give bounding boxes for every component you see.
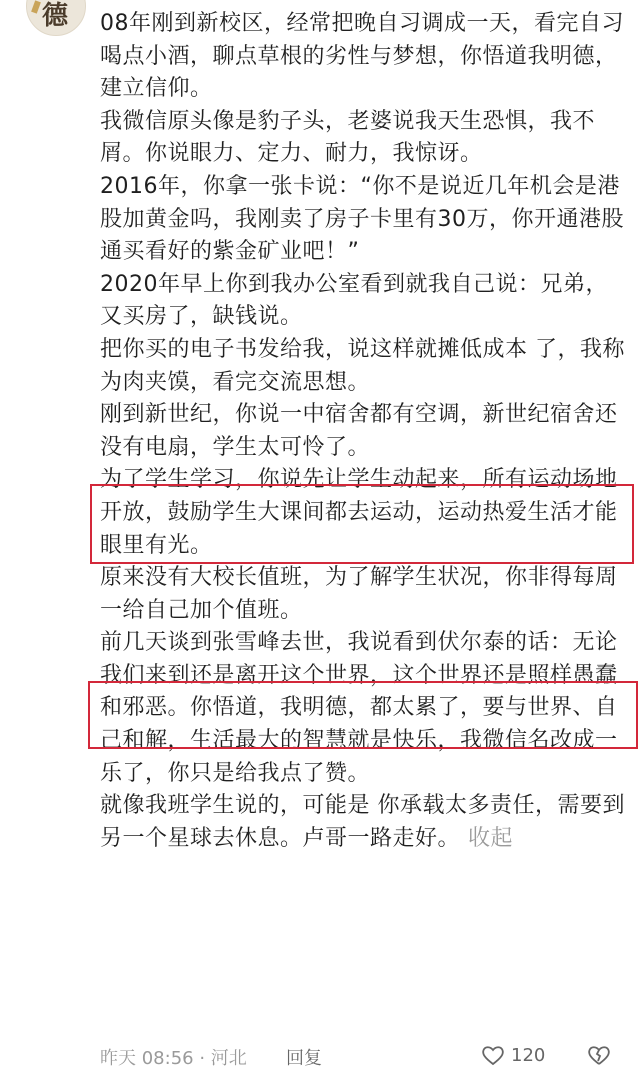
comment-body	[100, 8, 630, 855]
comment-paragraph: 2016年，你拿一张卡说：“你不是说近几年机会是港股加黄金吗，我刚卖了房子卡里有30万，你开通港股通买看好的紫金矿业吧！”	[100, 173, 624, 265]
comment-paragraph: 我微信原头像是豹子头，老婆说我天生恐惧，我不屑。你说眼力、定力、耐力，我惊讶。	[100, 108, 596, 167]
comment-paragraph: 为了学生学习，你说先让学生动起来，所有运动场地开放，鼓励学生大课间都去运动，运动热爱生活才能眼里有光。	[100, 467, 618, 558]
comment-time: 昨天 08:56	[100, 1048, 194, 1069]
comment-paragraph-last	[100, 790, 630, 855]
comment-meta	[100, 1044, 247, 1070]
comment-footer	[100, 1044, 630, 1074]
comment-location: 河北	[210, 1048, 247, 1069]
dislike-button[interactable]	[586, 1044, 612, 1071]
comment-paragraph: 把你买的电子书发给我，说这样就摊低成本 了，我称为肉夹馍，看完交流思想。	[100, 336, 625, 395]
reply-button[interactable]: 回复	[286, 1048, 322, 1069]
collapse-link[interactable]: 收起	[468, 825, 514, 851]
avatar[interactable]	[26, 0, 86, 36]
like-count: 120	[511, 1044, 546, 1066]
broken-heart-icon	[586, 1044, 612, 1066]
comment-paragraph-highlighted: 原来没有大校长值班，为了解学生状况，你非得每周一给自己加个值班。	[100, 565, 618, 623]
like-button[interactable]	[481, 1044, 545, 1066]
comment-paragraph-highlighted: 刚到新世纪，你说一中宿舍都有空调，新世纪宿舍还没有电扇，学生太可怜了。	[100, 402, 618, 460]
comment-paragraph: 2020年早上你到我办公室看到就我自己说：兄弟，又买房了，缺钱说。	[100, 271, 608, 330]
comment-paragraph-text: 就像我班学生说的，可能是 你承载太多责任，需要到另一个星球去休息。卢哥一路走好。	[100, 793, 625, 851]
heart-icon	[481, 1044, 505, 1066]
comment-paragraph: 前几天谈到张雪峰去世，我说看到伏尔泰的话：无论我们来到还是离开这个世界，这个世界还是照样愚蠢和邪恶。你悟道，我明德，都太累了，要与世界、自己和解，生活最大的智慧就是快乐，我微信名改成一乐了，你只是给我点了赞。	[100, 630, 618, 786]
meta-separator: ·	[199, 1048, 211, 1069]
comment-paragraph: 08年刚到新校区，经常把晚自习调成一天，看完自习喝点小酒，聊点草根的劣性与梦想，你悟道我明德，建立信仰。	[100, 11, 624, 102]
avatar-decoration	[31, 0, 41, 13]
avatar-char: 德	[42, 1, 69, 31]
